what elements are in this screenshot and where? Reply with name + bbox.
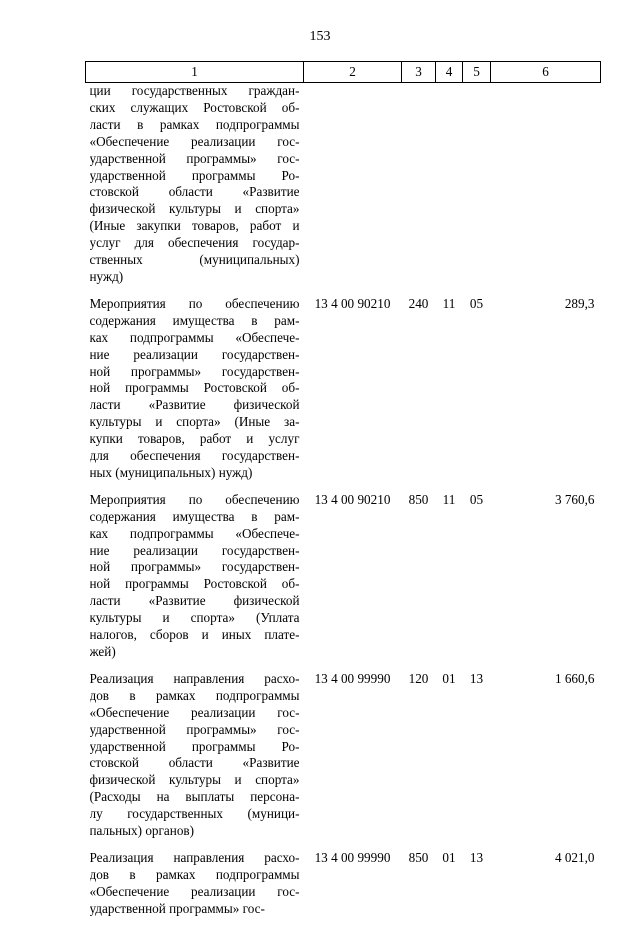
description-line: ласти «Развитие физической bbox=[89, 397, 300, 413]
subsection-code: 05 bbox=[469, 295, 484, 311]
column-header-6: 6 bbox=[491, 62, 601, 83]
description-line: ных (муниципальных) нужд) bbox=[89, 464, 253, 480]
column-header-4: 4 bbox=[436, 62, 463, 83]
section-code: 01 bbox=[442, 849, 456, 865]
description-line: (Иные закупки товаров, работ и bbox=[89, 218, 300, 234]
description-line: ной программы Ростовской об- bbox=[89, 380, 300, 396]
description-line: ласти «Развитие физической bbox=[89, 593, 300, 609]
column-header-3: 3 bbox=[402, 62, 436, 83]
subsection-code: 05 bbox=[469, 491, 484, 507]
description-line: ках подпрограммы «Обеспече- bbox=[89, 329, 300, 345]
description-line: дов в рамках подпрограммы bbox=[89, 866, 300, 882]
subsection-code: 13 bbox=[469, 849, 484, 865]
description-line: физической культуры и спорта» bbox=[89, 772, 300, 788]
column-header-5: 5 bbox=[463, 62, 491, 83]
description-line: пальных) органов) bbox=[89, 823, 195, 839]
table-row bbox=[86, 492, 601, 671]
amount: 4 021,0 bbox=[554, 849, 595, 865]
description-line: нужд) bbox=[89, 268, 124, 284]
section-code: 01 bbox=[442, 670, 456, 686]
amount: 289,3 bbox=[564, 295, 595, 311]
description-line: для обеспечения государствен- bbox=[89, 448, 300, 464]
description-line: содержания имущества в рам- bbox=[89, 312, 300, 328]
description-line: ударственной программы» гос- bbox=[89, 721, 300, 737]
table-row bbox=[86, 296, 601, 492]
description-line: «Обеспечение реализации гос- bbox=[89, 133, 300, 149]
description-line: ках подпрограммы «Обеспече- bbox=[89, 525, 300, 541]
row-description bbox=[86, 296, 304, 492]
table-row bbox=[86, 671, 601, 850]
column-header-2: 2 bbox=[304, 62, 402, 83]
description-line: ударственной программы Ро- bbox=[89, 738, 300, 754]
section-code: 11 bbox=[442, 491, 456, 507]
description-line: стовской области «Развитие bbox=[89, 184, 300, 200]
row-description bbox=[86, 850, 304, 928]
description-line: физической культуры и спорта» bbox=[89, 201, 300, 217]
description-line: (Расходы на выплаты персона- bbox=[89, 789, 300, 805]
description-line: «Обеспечение реализации гос- bbox=[89, 883, 300, 899]
description-line: ной программы» государствен- bbox=[89, 559, 300, 575]
section-code: 11 bbox=[442, 295, 456, 311]
description-line: Реализация направления расхо- bbox=[89, 849, 300, 865]
target-code: 13 4 00 90210 bbox=[314, 491, 391, 507]
description-line: жей) bbox=[89, 644, 116, 659]
description-line: ственных (муниципальных) bbox=[89, 252, 300, 268]
column-header-1: 1 bbox=[86, 62, 304, 83]
description-line: ских служащих Ростовской об- bbox=[89, 99, 300, 115]
row-description bbox=[86, 671, 304, 850]
table-row bbox=[86, 850, 601, 928]
description-line: купки товаров, работ и услуг bbox=[89, 431, 300, 447]
description-line: услуг для обеспечения государ- bbox=[89, 235, 300, 251]
description-line: «Обеспечение реализации гос- bbox=[89, 704, 300, 720]
expense-type: 850 bbox=[408, 849, 429, 865]
expense-type bbox=[402, 83, 436, 296]
expense-type: 240 bbox=[408, 295, 429, 311]
subsection-code: 13 bbox=[469, 670, 484, 686]
description-line: Мероприятия по обеспечению bbox=[89, 295, 300, 311]
description-line: ласти в рамках подпрограммы bbox=[89, 116, 300, 132]
target-code: 13 4 00 99990 bbox=[314, 849, 391, 865]
target-code bbox=[304, 83, 402, 296]
description-line: ударственной программы Ро- bbox=[89, 167, 300, 183]
description-line: лу государственных (муници- bbox=[89, 806, 300, 822]
budget-table bbox=[85, 61, 601, 928]
amount bbox=[491, 83, 601, 296]
description-line: ние реализации государствен- bbox=[89, 346, 300, 362]
expense-type: 120 bbox=[408, 670, 429, 686]
description-line: стовской области «Развитие bbox=[89, 755, 300, 771]
row-description bbox=[86, 492, 304, 671]
description-line: дов в рамках подпрограммы bbox=[89, 687, 300, 703]
description-line: ударственной программы» гос- bbox=[89, 150, 300, 166]
description-line: содержания имущества в рам- bbox=[89, 508, 300, 524]
target-code: 13 4 00 90210 bbox=[314, 295, 391, 311]
description-line: культуры и спорта» (Уплата bbox=[89, 610, 300, 626]
description-line: ударственной программы» гос- bbox=[89, 900, 265, 916]
description-line: Мероприятия по обеспечению bbox=[89, 491, 300, 507]
section-code bbox=[436, 83, 463, 296]
description-line: налогов, сборов и иных плате- bbox=[89, 627, 300, 643]
amount: 1 660,6 bbox=[554, 670, 595, 686]
row-description bbox=[86, 83, 304, 296]
target-code: 13 4 00 99990 bbox=[314, 670, 391, 686]
expense-type: 850 bbox=[408, 491, 429, 507]
page-number: 153 bbox=[309, 29, 331, 44]
table-header-row bbox=[86, 62, 601, 83]
description-line: Реализация направления расхо- bbox=[89, 670, 300, 686]
table-row bbox=[86, 83, 601, 296]
description-line: ной программы» государствен- bbox=[89, 363, 300, 379]
subsection-code bbox=[463, 83, 491, 296]
description-line: ции государственных граждан- bbox=[89, 83, 300, 98]
description-line: ной программы Ростовской об- bbox=[89, 576, 300, 592]
description-line: ние реализации государствен- bbox=[89, 542, 300, 558]
description-line: культуры и спорта» (Иные за- bbox=[89, 414, 300, 430]
amount: 3 760,6 bbox=[554, 491, 595, 507]
